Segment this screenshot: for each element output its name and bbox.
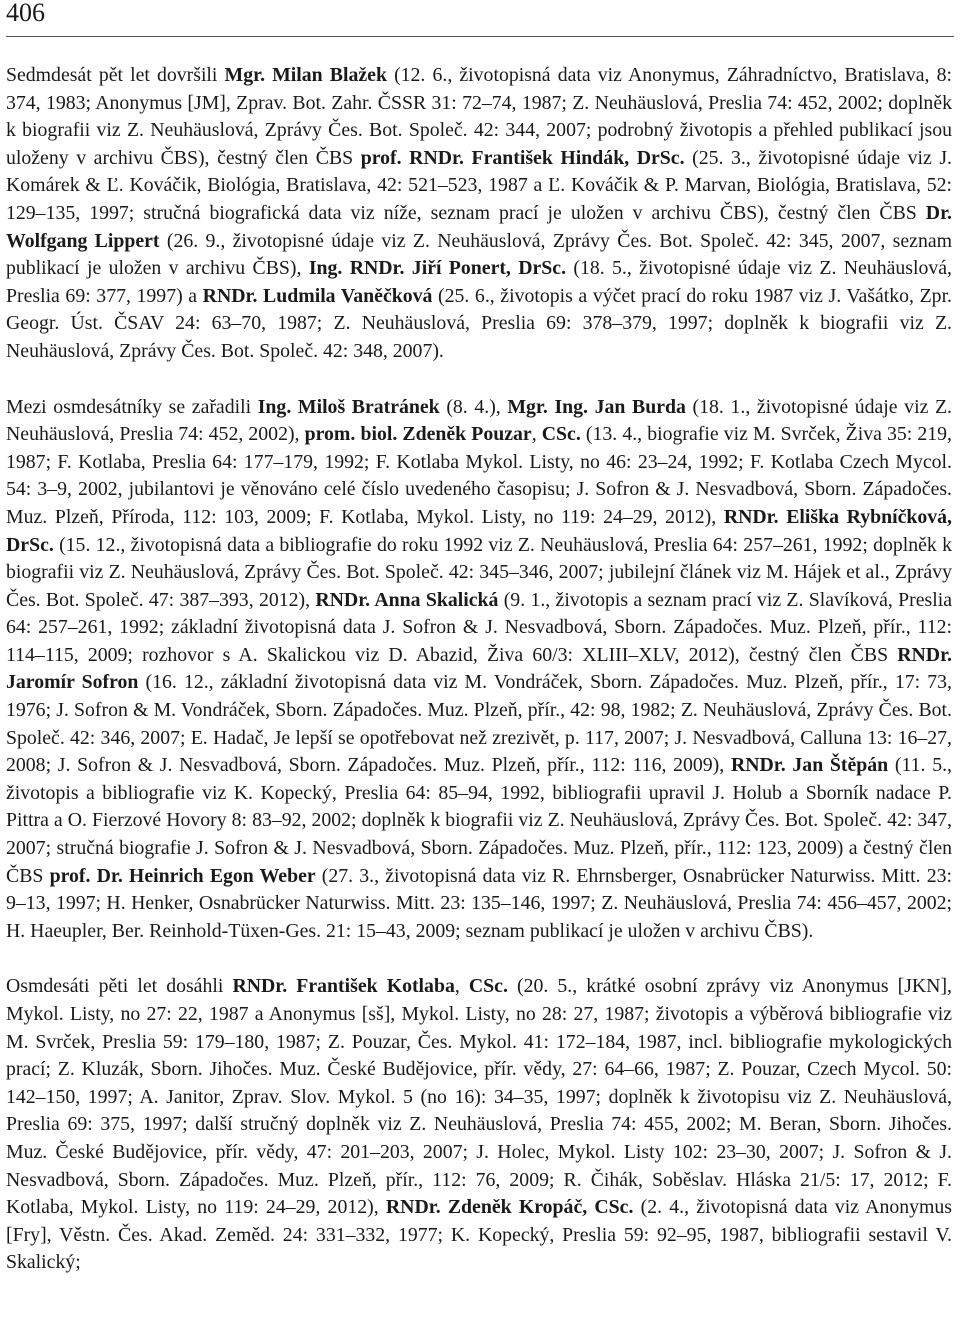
body-text: (16. 12., základní životopisná data viz M. Vondráček, Sborn. Západočes. Muz. Plzeň, přír., 17: 73, 1976; J. Sofron & M. Vondráček, Sborn. Západočes. Muz. Plzeň, přír., 42: 98, 1982; Z. Neuhäuslová, Zprávy Čes. Bot. Společ. 42: 346, 2007; E. Hadač, Je lepší se opotřebovat než zrezivět, p. 117, 2007; J. Nesvadbová, Calluna 13: 16–27, 2008; J. Sofron & J. Nesvadbová, Sborn. Západočes. Muz. Plzeň, přír., 112: 116, 2009), <box>6 671 952 777</box>
person-name: RNDr. Zdeněk Kropáč, CSc. <box>385 1196 634 1219</box>
person-name: CSc. <box>541 423 581 446</box>
paragraph <box>6 394 952 946</box>
body-text: , <box>454 975 469 998</box>
body-text: (12. 6., životopisná data viz Anonymus, Záhradníctvo, Bratislava, 8: 374, 1983; Anonymus [JM], Zprav. Bot. Zahr. ČSSR 31: 72–74, 1987; Z. Neuhäuslová, Preslia 74: 452, 2002; doplněk k biografii viz Z. Neuhäuslová, Zprávy Čes. Bot. Společ. 42: 344, 2007; podrobný životopis a přehled publikací jsou uloženy v archivu ČBS), čestný člen ČBS <box>6 64 952 169</box>
person-name: Dr. Wolfgang Lippert <box>6 201 952 252</box>
body-text: (9. 1., životopis a seznam prací viz Z. Slavíková, Preslia 64: 257–261, 1992; základní životopisná data J. Sofron & J. Nesvadbová, Sborn. Západočes. Muz. Plzeň, přír., 112: 114–115, 2009; rozhovor s A. Skalickou viz D. Abazid, Živa 60/3: XLIII–XLV, 2012), čestný člen ČBS <box>6 588 952 666</box>
person-name: RNDr. Jan Štěpán <box>730 754 889 777</box>
body-text: (13. 4., biografie viz M. Svrček, Živa 35: 219, 1987; F. Kotlaba, Preslia 64: 177–179, 1992; F. Kotlaba Mykol. Listy, no 46: 23–24, 1992; F. Kotlaba Czech Mycol. 54: 3–9, 2002, jubilantovi je věnováno celé číslo uvedeného časopisu; J. Sofron & J. Nesvadbová, Sborn. Západočes. Muz. Plzeň, Příroda, 112: 103, 2009; F. Kotlaba, Mykol. Listy, no 119: 24–29, 2012), <box>6 423 952 528</box>
body-text: (15. 12., životopisná data a bibliografie do roku 1992 viz Z. Neuhäuslová, Preslia 64: 257–261, 1992; doplněk k biografii viz Z. Neuhäuslová, Zprávy Čes. Bot. Společ. 42: 345–346, 2007; jubilejní článek viz M. Hájek et al., Zprávy Čes. Bot. Společ. 47: 387–393, 2012), <box>6 533 952 611</box>
body-text: Mezi osmdesátníky se zařadili <box>6 395 258 418</box>
person-name: Ing. Miloš Bratránek <box>257 395 440 418</box>
body-text: (27. 3., životopisná data viz R. Ehrnsberger, Osnabrücker Naturwiss. Mitt. 23: 9–13, 1997; H. Henker, Osnabrücker Naturwiss. Mitt. 23: 135–146, 1997; Z. Neuhäuslová, Preslia 74: 456–457, 2002; H. Haeupler, Ber. Reinhold-Tüxen-Ges. 21: 15–43, 2009; seznam publikací je uložen v archivu ČBS). <box>6 864 952 942</box>
article-body <box>6 62 952 1305</box>
body-text: Osmdesáti pěti let dosáhli <box>6 975 233 998</box>
person-name: prof. RNDr. František Hindák, DrSc. <box>360 146 685 169</box>
person-name: RNDr. Anna Skalická <box>315 588 499 611</box>
person-name: prom. biol. Zdeněk Pouzar <box>304 423 532 446</box>
body-text: (26. 9., životopisné údaje viz Z. Neuhäuslová, Zprávy Čes. Bot. Společ. 42: 345, 2007, seznam publikací je uložen v archivu ČBS), <box>6 229 952 280</box>
body-text: (8. 4.), <box>439 395 508 418</box>
body-text: (20. 5., krátké osobní zprávy viz Anonymus [JKN], Mykol. Listy, no 27: 22, 1987 a Anonymus [sš], Mykol. Listy, no 28: 27, 1987; životopis a výběrová bibliografie viz M. Svrček, Preslia 59: 179–180, 1987; Z. Pouzar, Čes. Mykol. 41: 172–184, 1987, incl. bibliografie mykologických prací; Z. Kluzák, Sborn. Jihočes. Muz. České Budějovice, přír. vědy, 27: 64–66, 1987; Z. Pouzar, Czech Mycol. 50: 142–150, 1997; A. Janitor, Zprav. Slov. Mykol. 5 (no 16): 34–35, 1997; doplněk k životopisu viz Z. Neuhäuslová, Preslia 69: 375, 1997; další stručný doplněk viz Z. Neuhäuslová, Preslia 74: 455, 2002; M. Beran, Sborn. Jihočes. Muz. České Budějovice, přír. vědy, 47: 201–203, 2007; J. Holec, Mykol. Listy 102: 23–30, 2007; J. Sofron & J. Nesvadbová, Sborn. Západočes. Muz. Plzeň, přír., 112: 76, 2009; R. Čihák, Soběslav. Hláska 21/5: 17, 2012; F. Kotlaba, Mykol. Listy, no 119: 24–29, 2012), <box>6 975 952 1219</box>
person-name: RNDr. Ludmila Vaněčková <box>202 284 433 307</box>
body-text: (2. 4., životopisná data viz Anonymus [Fry], Věstn. Čes. Akad. Zeměd. 24: 331–332, 1977; K. Kopecký, Preslia 59: 92–95, 1987, bibliografii sestavil V. Skalický; <box>6 1196 953 1274</box>
page-header <box>6 0 954 37</box>
person-name: Mgr. Ing. Jan Burda <box>507 395 686 418</box>
person-name: RNDr. Eliška Rybníčková, DrSc. <box>6 505 952 556</box>
body-text: (11. 5., životopis a bibliografie viz K. Kopecký, Preslia 64: 85–94, 1992, bibliografii upravil J. Holub a Sborník nadace P. Pittra a O. Fierzové Hovory 8: 83–92, 2002; doplněk k biografii viz Z. Neuhäuslová, Zprávy Čes. Bot. Společ. 42: 347, 2007; stručná biografie J. Sofron & J. Nesvadbová, Sborn. Západočes. Muz. Plzeň, přír., 112: 123, 2009) a čestný člen ČBS <box>6 754 952 887</box>
person-name: RNDr. František Kotlaba <box>232 975 455 998</box>
paragraph <box>6 973 952 1277</box>
body-text: , <box>531 423 542 446</box>
paragraph <box>6 62 952 366</box>
page-number: 406 <box>6 0 45 27</box>
person-name: prof. Dr. Heinrich Egon Weber <box>49 864 316 887</box>
person-name: RNDr. Jaromír Sofron <box>6 643 952 694</box>
person-name: Mgr. Milan Blažek <box>224 64 387 86</box>
person-name: CSc. <box>468 975 508 998</box>
person-name: Ing. RNDr. Jiří Ponert, DrSc. <box>308 257 567 280</box>
body-text: (18. 1., životopisné údaje viz Z. Neuhäuslová, Preslia 74: 452, 2002), <box>6 395 953 446</box>
body-text: (18. 5., životopisné údaje viz Z. Neuhäuslová, Preslia 69: 377, 1997) a <box>6 257 952 307</box>
body-text: (25. 6., životopis a výčet prací do roku 1987 viz J. Vašátko, Zpr. Geogr. Úst. ČSAV 24: 63–70, 1987; Z. Neuhäuslová, Preslia 69: 378–379, 1997; doplněk k biografii viz Z. Neuhäuslová, Zprávy Čes. Bot. Společ. 42: 348, 2007). <box>6 284 953 362</box>
body-text: (25. 3., životopisné údaje viz J. Komárek & Ľ. Kováčik, Biológia, Bratislava, 42: 521–523, 1987 a Ľ. Kováčik & P. Marvan, Biológia, Bratislava, 52: 129–135, 1997; stručná biografická data viz níže, seznam prací je uložen v archivu ČBS), čestný člen ČBS <box>6 146 952 224</box>
body-text: Sedmdesát pět let dovršili <box>6 64 225 86</box>
